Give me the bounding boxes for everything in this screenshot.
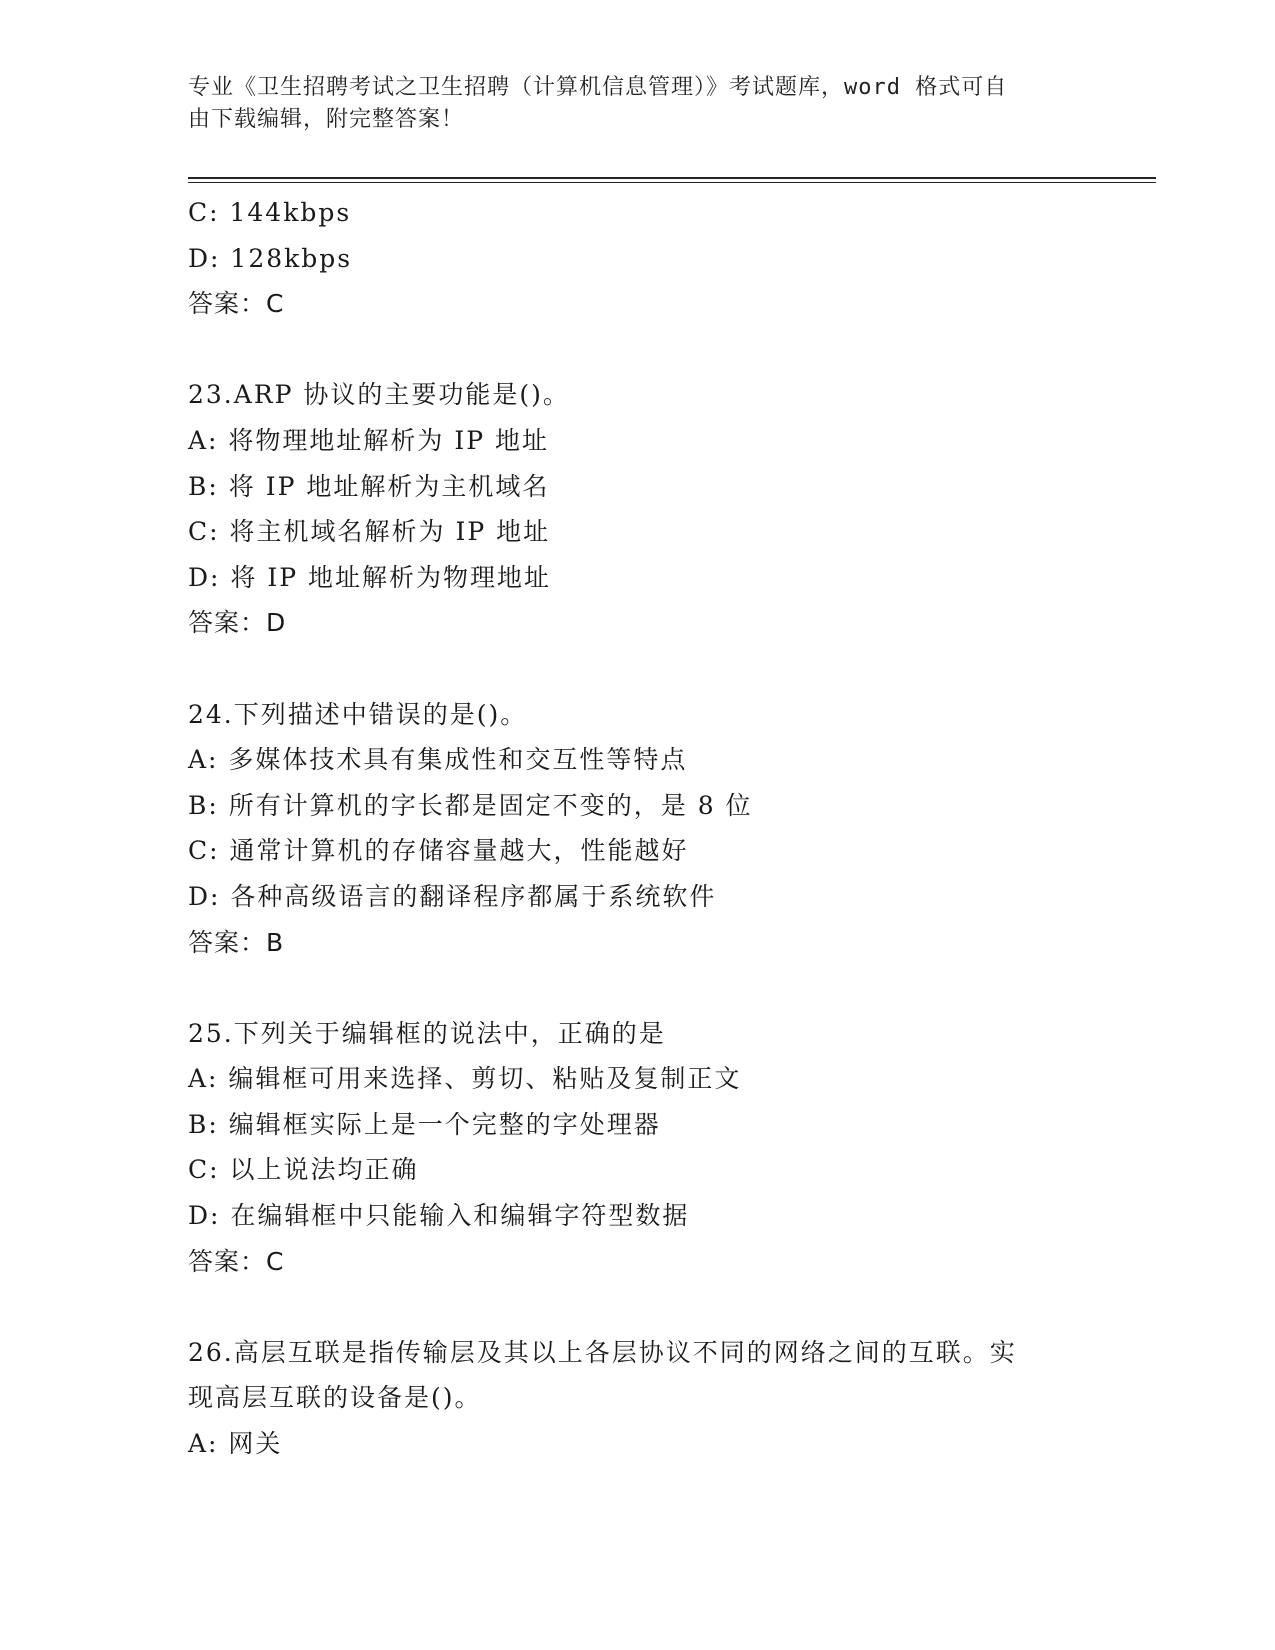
option-b: B: 编辑框实际上是一个完整的字处理器 (188, 1109, 661, 1139)
answer-line: 答案：C (188, 289, 285, 319)
header-divider-thin (188, 182, 1156, 183)
question-stem-24: 24.下列描述中错误的是()。 (188, 699, 528, 729)
header-line-1: 专业《卫生招聘考试之卫生招聘（计算机信息管理）》考试题库，word 格式可自 (188, 75, 1008, 100)
option-a: A: 编辑框可用来选择、剪切、粘贴及复制正文 (188, 1064, 742, 1094)
question-stem-26-line-1: 26.高层互联是指传输层及其以上各层协议不同的网络之间的互联。实 (188, 1337, 1017, 1367)
option-c: C: 将主机域名解析为 IP 地址 (188, 517, 551, 547)
option-d: D: 将 IP 地址解析为物理地址 (188, 562, 552, 592)
question-stem-26-line-2: 现高层互联的设备是()。 (188, 1383, 482, 1413)
answer-line: 答案：C (188, 1246, 285, 1276)
option-c: C: 144kbps (188, 198, 352, 227)
question-stem-23: 23.ARP 协议的主要功能是()。 (188, 380, 570, 410)
option-c: C: 通常计算机的存储容量越大，性能越好 (188, 836, 689, 866)
option-a: A: 多媒体技术具有集成性和交互性等特点 (188, 745, 688, 775)
option-a: A: 将物理地址解析为 IP 地址 (188, 425, 550, 455)
option-a: A: 网关 (188, 1429, 283, 1459)
option-d: D: 各种高级语言的翻译程序都属于系统软件 (188, 881, 717, 911)
question-stem-25: 25.下列关于编辑框的说法中，正确的是 (188, 1018, 666, 1048)
answer-line: 答案：D (188, 608, 287, 638)
option-b: B: 所有计算机的字长都是固定不变的，是 8 位 (188, 790, 753, 820)
answer-line: 答案：B (188, 927, 285, 957)
option-c: C: 以上说法均正确 (188, 1155, 419, 1185)
header-line-2: 由下载编辑，附完整答案！ (188, 107, 465, 132)
option-d: D: 128kbps (188, 243, 353, 273)
question-list (188, 190, 1088, 1467)
document-header (188, 72, 1068, 136)
option-b: B: 将 IP 地址解析为主机域名 (188, 471, 550, 501)
option-d: D: 在编辑框中只能输入和编辑字符型数据 (188, 1201, 690, 1231)
header-divider-thick (188, 177, 1156, 179)
